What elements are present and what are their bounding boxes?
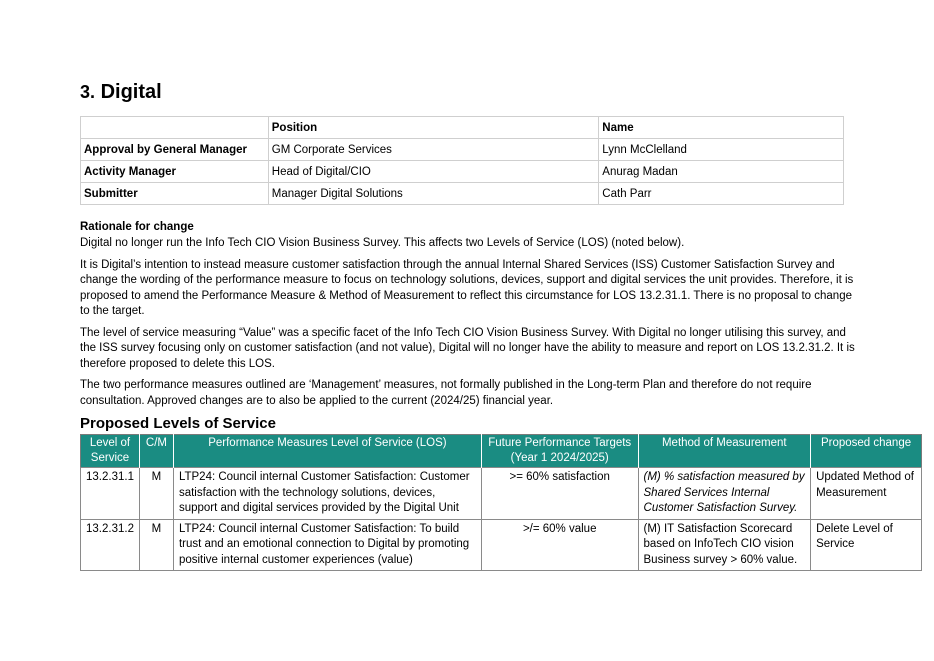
document-page: [80, 78, 914, 571]
los-change: Delete Level of Service: [811, 519, 922, 571]
table-row: [81, 139, 844, 161]
los-header-measure: Performance Measures Level of Service (LOS): [173, 435, 481, 468]
rationale-paragraph: Digital no longer run the Info Tech CIO Vision Business Survey. This affects two Levels of Service (LOS) (noted below).: [80, 237, 685, 249]
table-row: [81, 161, 844, 183]
approvals-table: [80, 116, 844, 205]
rationale-paragraph: The two performance measures outlined are ‘Management’ measures, not formally published in the Long-term Plan and therefore do not require consultation. Approved changes are to also be applied to the current (2024/25) financial year.: [80, 379, 812, 407]
los-id: 13.2.31.2: [81, 519, 140, 571]
approvals-header-row: [81, 117, 844, 139]
los-cm: M: [139, 519, 173, 571]
approval-position: Manager Digital Solutions: [268, 183, 599, 205]
proposed-heading: Proposed Levels of Service: [80, 415, 276, 432]
los-target: >/= 60% value: [481, 519, 638, 571]
approvals-header-role: [81, 117, 269, 139]
los-target: >= 60% satisfaction: [481, 468, 638, 520]
los-cm: M: [139, 468, 173, 520]
los-change: Updated Method of Measurement: [811, 468, 922, 520]
approval-role: Approval by General Manager: [81, 139, 269, 161]
section-title: Digital: [100, 81, 162, 103]
los-method: (M) IT Satisfaction Scorecard based on InfoTech CIO vision Business survey > 60% value.: [638, 519, 811, 571]
los-header-method: Method of Measurement: [638, 435, 811, 468]
approval-name: Cath Parr: [599, 183, 844, 205]
approval-position: GM Corporate Services: [268, 139, 599, 161]
los-method: (M) % satisfaction measured by Shared Services Internal Customer Satisfaction Survey.: [638, 468, 811, 520]
approval-name: Lynn McClelland: [599, 139, 844, 161]
levels-of-service-table: [80, 434, 922, 571]
los-header-change: Proposed change: [811, 435, 922, 468]
section-heading: [80, 78, 860, 106]
los-measure: LTP24: Council internal Customer Satisfaction: Customer satisfaction with the technology solutions, devices, support and digital services provided by the Digital Unit: [173, 468, 481, 520]
los-header-cm: C/M: [139, 435, 173, 468]
rationale-paragraph: It is Digital’s intention to instead measure customer satisfaction through the annual Internal Shared Services (ISS) Customer Satisfaction Survey and change the wording of the performance measure to focus on technology solutions, devices, support and digital services the unit provides. Therefore, it is proposed to amend the Performance Measure & Method of Measurement to reflect this circumstance for LOS 13.2.31.1. There is no proposal to change to the target.: [80, 258, 854, 317]
approval-name: Anurag Madan: [599, 161, 844, 183]
table-row: [81, 183, 844, 205]
los-measure: LTP24: Council internal Customer Satisfaction: To build trust and an emotional connection to Digital by promoting positive internal customer experiences (value): [173, 519, 481, 571]
approvals-header-name: Name: [599, 117, 844, 139]
table-row: [81, 519, 922, 571]
approvals-header-position: Position: [268, 117, 599, 139]
table-row: [81, 468, 922, 520]
los-header-targets: Future Performance Targets (Year 1 2024/2025): [481, 435, 638, 468]
los-header-row: [81, 435, 922, 468]
approval-role: Activity Manager: [81, 161, 269, 183]
approval-position: Head of Digital/CIO: [268, 161, 599, 183]
rationale-heading: Rationale for change: [80, 221, 194, 233]
rationale-paragraph: The level of service measuring “Value” was a specific facet of the Info Tech CIO Vision Business Survey. With Digital no longer utilising this survey, and the ISS survey focusing only on customer satisfaction (and not value), Digital will no longer have the ability to measure and report on LOS 13.2.31.2. It is therefore proposed to delete this LOS.: [80, 326, 855, 370]
approval-role: Submitter: [81, 183, 269, 205]
section-number: 3.: [80, 82, 96, 102]
los-id: 13.2.31.1: [81, 468, 140, 520]
los-header-level: Level of Service: [81, 435, 140, 468]
